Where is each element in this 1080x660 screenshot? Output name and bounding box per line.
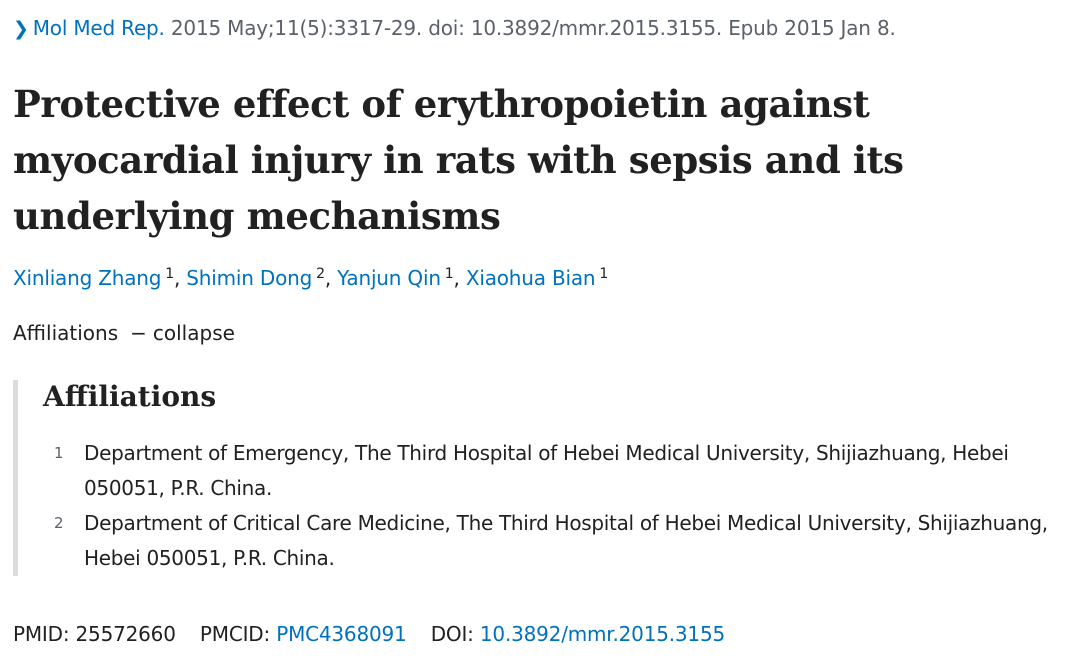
affiliation-number: 1 bbox=[54, 444, 64, 462]
author-affiliation-ref[interactable]: 2 bbox=[316, 266, 325, 282]
authors-list: Xinliang Zhang $^1$, Shimin Dong $^2$, Yanjun Qin $^1$, Xiaohua Bian $^1$ bbox=[13, 266, 609, 290]
affiliation-text: Department of Critical Care Medicine, The Third Hospital of Hebei Medical University, Shijiazhuang, Hebei 050051, P.R. China. bbox=[84, 511, 1048, 570]
affiliations-list bbox=[54, 436, 1064, 576]
affiliations-panel bbox=[13, 380, 1073, 576]
chevron-right-icon[interactable]: ❯ bbox=[13, 18, 29, 40]
author-link[interactable]: Shimin Dong bbox=[186, 266, 313, 290]
affiliation-item bbox=[54, 506, 1064, 576]
author-link[interactable]: Xiaohua Bian bbox=[465, 266, 596, 290]
doi-link[interactable]: 10.3892/mmr.2015.3155 bbox=[479, 622, 725, 646]
pmid-label: PMID: bbox=[13, 622, 70, 646]
collapse-dash-icon: − bbox=[130, 321, 147, 345]
author-affiliation-ref[interactable]: 1 bbox=[599, 266, 609, 282]
affiliations-heading: Affiliations bbox=[43, 380, 217, 413]
affiliations-toggle[interactable] bbox=[13, 321, 235, 345]
pmid-value: 25572660 bbox=[75, 622, 176, 646]
pmcid-link[interactable]: PMC4368091 bbox=[276, 622, 407, 646]
author-link[interactable]: Xinliang Zhang bbox=[13, 266, 162, 290]
collapse-action[interactable]: collapse bbox=[152, 321, 235, 345]
article-title: Protective effect of erythropoietin against myocardial injury in rats with sepsis and its underlying mechanisms bbox=[13, 82, 904, 238]
affiliation-item bbox=[54, 436, 1064, 506]
author-link[interactable]: Yanjun Qin bbox=[337, 266, 441, 290]
doi-label: DOI: bbox=[430, 622, 474, 646]
affiliations-toggle-label: Affiliations bbox=[13, 321, 119, 345]
affiliation-text: Department of Emergency, The Third Hospital of Hebei Medical University, Shijiazhuang, Hebei 050051, P.R. China. bbox=[84, 441, 1009, 500]
affiliation-number: 2 bbox=[54, 514, 64, 532]
article-identifiers bbox=[13, 622, 725, 646]
author-affiliation-ref[interactable]: 1 bbox=[444, 266, 454, 282]
pmcid-label: PMCID: bbox=[199, 622, 271, 646]
citation-details: 2015 May;11(5):3317-29. doi: 10.3892/mmr.2015.3155. Epub 2015 Jan 8. bbox=[170, 16, 896, 40]
citation-line bbox=[13, 16, 896, 40]
journal-link[interactable]: Mol Med Rep. bbox=[32, 16, 165, 40]
author-affiliation-ref[interactable]: 1 bbox=[165, 266, 174, 282]
